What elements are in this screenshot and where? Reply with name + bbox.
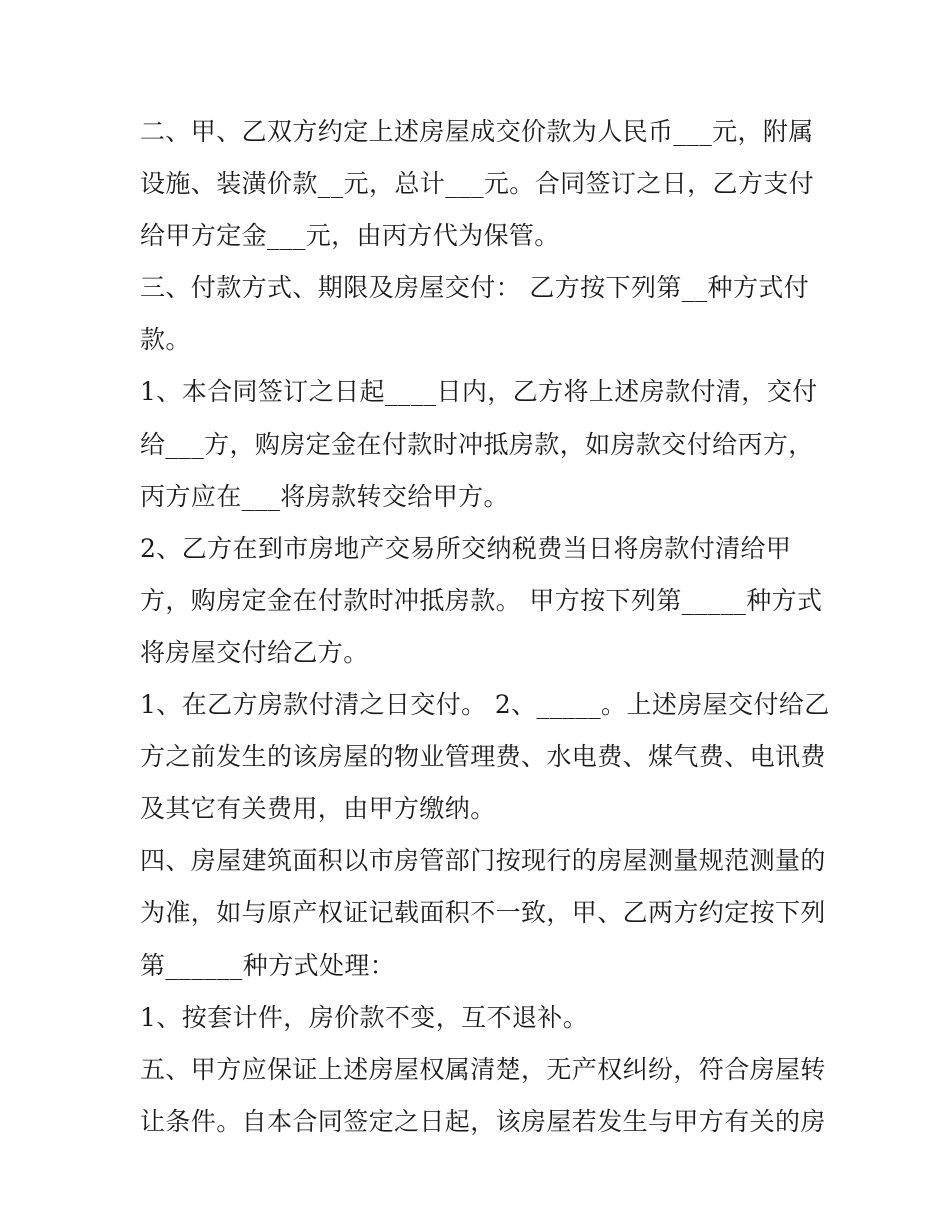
text-line: 款。 — [140, 325, 191, 355]
text-line: 给甲方定金___元，由丙方代为保管。 — [140, 221, 560, 251]
text-line: 将房屋交付给乙方。 — [140, 637, 369, 667]
text-line: 四、房屋建筑面积以市房管部门按现行的房屋测量规范测量的 — [140, 846, 826, 876]
text-line: 2、乙方在到市房地产交易所交纳税费当日将房款付清给甲 — [140, 533, 792, 563]
text-line: 1、按套计件，房价款不变，互不退补。 — [140, 1002, 589, 1032]
text-line: 三、付款方式、期限及房屋交付： 乙方按下列第__种方式付 — [140, 273, 810, 303]
text-line: 二、甲、乙双方约定上述房屋成交价款为人民币___元，附属 — [140, 117, 814, 146]
text-line: 五、甲方应保证上述房屋权属清楚，无产权纠纷，符合房屋转 — [140, 1054, 826, 1084]
text-line: 1、在乙方房款付清之日交付。 2、_____。上述房屋交付给乙 — [140, 690, 830, 720]
text-line: 让条件。自本合同签定之日起，该房屋若发生与甲方有关的房 — [140, 1106, 826, 1136]
text-line: 第______种方式处理： — [140, 950, 396, 980]
text-line: 及其它有关费用，由甲方缴纳。 — [140, 794, 496, 824]
text-line: 1、本合同签订之日起____日内，乙方将上述房款付清，交付 — [140, 377, 818, 407]
text-line: 方之前发生的该房屋的物业管理费、水电费、煤气费、电讯费 — [140, 742, 826, 772]
text-line: 为准，如与原产权证记载面积不一致，甲、乙两方约定按下列 — [140, 898, 826, 928]
document-body — [140, 106, 830, 1148]
text-line: 丙方应在___将房款转交给甲方。 — [140, 481, 509, 511]
text-line: 给___方，购房定金在付款时冲抵房款，如房款交付给丙方， — [140, 429, 814, 459]
text-line: 设施、装潢价款__元，总计___元。合同签订之日，乙方支付 — [140, 169, 815, 199]
text-line: 方，购房定金在付款时冲抵房款。 甲方按下列第_____种方式 — [140, 585, 823, 615]
